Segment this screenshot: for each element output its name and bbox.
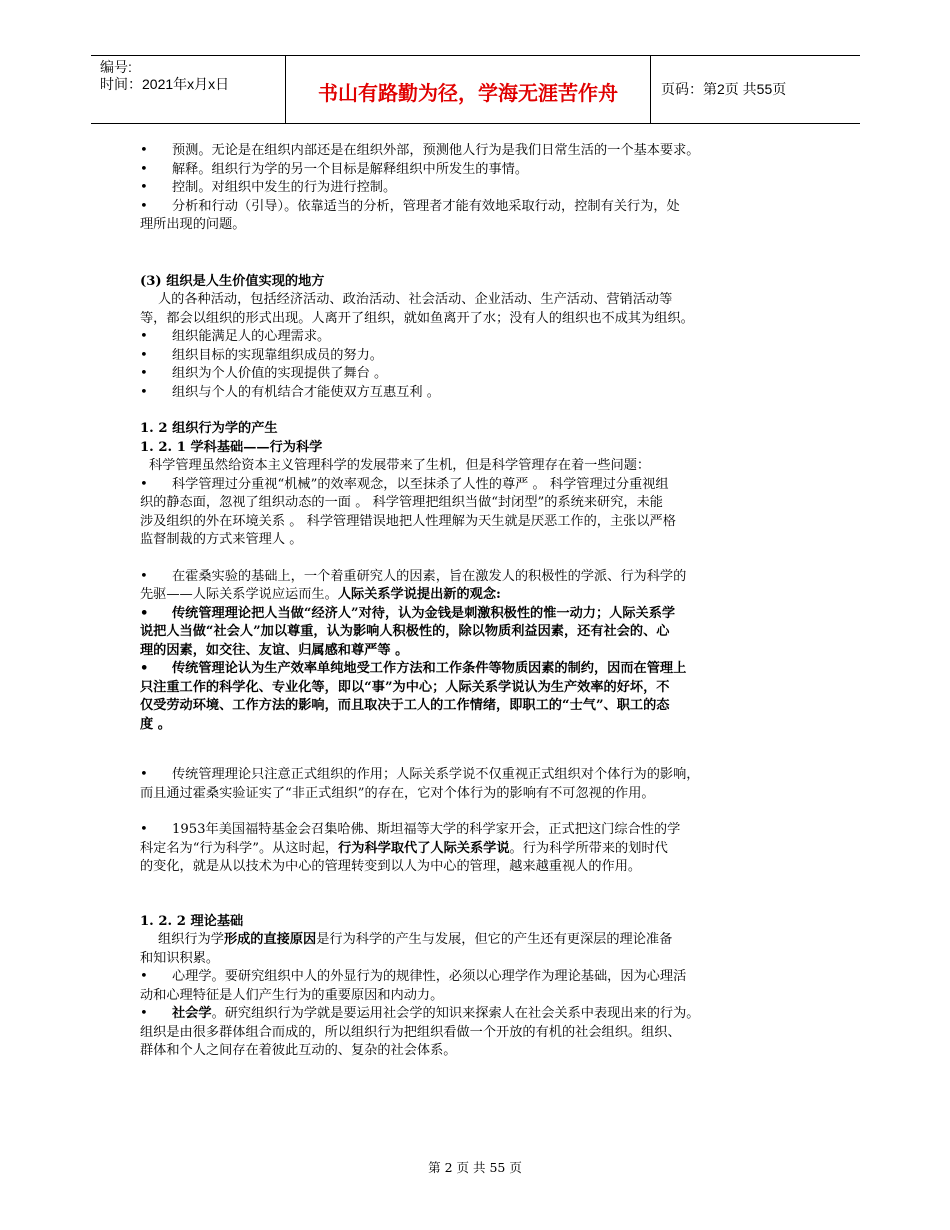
header-motto: 书山有路勤为径，学海无涯苦作舟 [318,81,618,105]
list-item: • 组织目标的实现靠组织成员的努力。 [140,347,812,366]
list-item: • 控制。对组织中发生的行为进行控制。 [140,179,812,198]
paragraph: 人的各种活动，包括经济活动、政治活动、社会活动、企业活动、生产活动、营销活动等 [158,292,673,307]
subsection-heading: 1. 2. 2 理论基础 [140,913,244,929]
section-heading: 1. 2 组织行为学的产生 [140,421,278,436]
header-divider [650,56,651,123]
bullet-marker: • [140,143,148,158]
bullet-marker: • [140,767,148,782]
document-body [140,142,812,1061]
bullet-marker: • [140,329,148,344]
bullet-marker: • [140,366,148,381]
list-item: • 组织能满足人的心理需求。 [140,328,812,347]
paragraph-line: 科定名为“行为科学”。从这时起，行为科学取代了人际关系学说。行为科学所带来的划时代 [140,840,668,856]
paragraph-line: 度 。 [140,716,171,732]
bullet-marker: • [140,605,149,621]
paragraph-line: 监督制裁的方式来管理人 。 [140,532,303,547]
header-page-info: 页码：第2页 共55页 [661,81,787,97]
bullet-marker: • [140,969,148,984]
list-item: • 预测。无论是在组织内部还是在组织外部，预测他人行为是我们日常生活的一个基本要求。 [140,142,812,161]
bullet-marker: • [140,476,148,492]
list-item: • 传统管理论认为生产效率单纯地受工作方法和工作条件等物质因素的制约，因而在管理上 [140,660,812,679]
paragraph-line: 群体和个人之间存在着彼此互动的、复杂的社会体系。 [140,1043,457,1058]
bullet-marker: • [140,347,148,363]
paragraph-line: 只注重工作的科学化、专业化等，即以“事”为中心；人际关系学说认为生产效率的好坏，不 [140,679,670,695]
bullet-marker: • [140,198,148,214]
paragraph-line: 说把人当做“社会人”加以尊重，认为影响人积极性的，除以物质利益因素，还有社会的、心 [140,624,670,639]
paragraph-line: 动和心理特征是人们产生行为的重要原因和内动力。 [140,987,444,1003]
list-item: • 分析和行动（引导）。依靠适当的分析，管理者才能有效地采取行动，控制有关行为，处 [140,198,812,217]
paragraph-line: 先驱——人际关系学说应运而生。人际关系学说提出新的观念: [140,587,501,602]
page-footer: 第 2 页 共 55 页 [428,1160,522,1175]
list-item: • 组织为个人价值的实现提供了舞台 。 [140,365,812,384]
list-item: • 1953年美国福特基金会召集哈佛、斯坦福等大学的科学家开会，正式把这门综合性的学 [140,821,812,840]
list-item: • 社会学。研究组织行为学就是要运用社会学的知识来探索人在社会关系中表现出来的行为。 [140,1005,812,1024]
paragraph-line: 织的静态面，忽视了组织动态的一面 。 科学管理把组织当做“封闭型”的系统来研究，未能 [140,495,663,510]
list-item: • 传统管理理论把人当做“经济人”对待，认为金钱是刺激积极性的惟一动力；人际关系学 [140,605,812,624]
list-item-continuation: 理所出现的问题。 [140,217,246,232]
subsection-heading: 1. 2. 1 学科基础——行为科学 [140,439,323,455]
paragraph: 等，都会以组织的形式出现。人离开了组织，就如鱼离开了水；没有人的组织也不成其为组织。 [140,310,694,326]
paragraph-line: 组织是由很多群体组合而成的，所以组织行为把组织看做一个开放的有机的社会组织。组织、 [140,1024,681,1040]
bullet-marker: • [140,661,149,676]
paragraph-line: 仅受劳动环境、工作方法的影响，而且取决于工人的工作情绪，即职工的“士气”、职工的态 [140,698,670,713]
bullet-marker: • [140,161,148,177]
bullet-marker: • [140,384,148,400]
bullet-marker: • [140,568,148,584]
bullet-marker: • [140,822,148,837]
paragraph: 组织行为学形成的直接原因是行为科学的产生与发展，但它的产生还有更深层的理论准备 [158,932,673,947]
bullet-marker: • [140,180,148,195]
paragraph-line: 和知识积累。 [140,950,220,966]
paragraph-line: 而且通过霍桑实验证实了“非正式组织”的存在，它对个体行为的影响有不可忽视的作用。 [140,785,655,801]
paragraph-line: 理的因素，如交往、友谊、归属感和尊严等 。 [140,642,409,658]
time-label: 时间：2021年x月x日 [100,76,230,92]
section-heading: (3) 组织是人生价值实现的地方 [140,273,325,289]
list-item: • 心理学。要研究组织中人的外显行为的规律性，必须以心理学作为理论基础，因为心理活 [140,968,812,987]
list-item: • 科学管理过分重视“机械”的效率观念，以至抹杀了人性的尊严 。 科学管理过分重视组 [140,476,812,495]
header-meta [100,59,229,93]
list-item: • 在霍桑实验的基础上，一个着重研究人的因素，旨在激发人的积极性的学派、行为科学的 [140,568,812,587]
page-header [91,55,860,124]
paragraph-line: 涉及组织的外在环境关系 。 科学管理错误地把人性理解为天生就是厌恶工作的，主张以严格 [140,513,676,529]
list-item: • 组织与个人的有机结合才能使双方互惠互利 。 [140,384,812,403]
list-item: • 传统管理理论只注意正式组织的作用；人际关系学说不仅重视正式组织对个体行为的影响， [140,766,812,785]
number-label: 编号: [100,59,132,75]
paragraph-line: 的变化，就是从以技术为中心的管理转变到以人为中心的管理，越来越重视人的作用。 [140,859,642,874]
paragraph: 科学管理虽然给资本主义管理科学的发展带来了生机，但是科学管理存在着一些问题： [149,458,651,473]
list-item: • 解释。组织行为学的另一个目标是解释组织中所发生的事情。 [140,161,812,180]
bullet-marker: • [140,1006,148,1021]
